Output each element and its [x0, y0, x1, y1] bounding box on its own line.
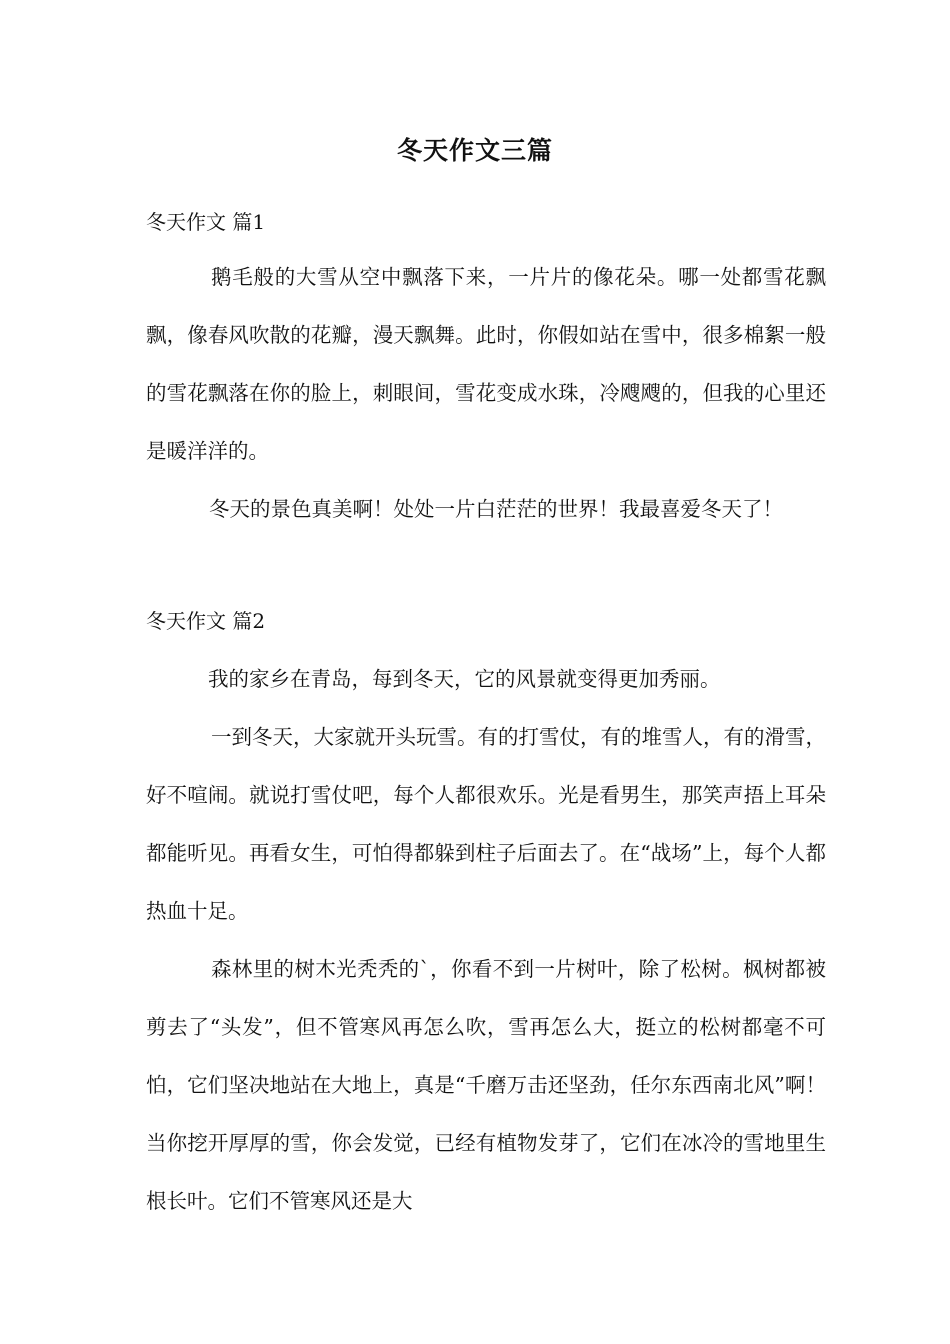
section-1-heading: 冬天作文 篇1 [146, 210, 266, 234]
section-2-paragraph-3: 森林里的树木光秃秃的`，你看不到一片树叶，除了松树。枫树都被剪去了“头发”，但不管寒风再怎么吹，雪再怎么大，挺立的松树都毫不可怕，它们坚决地站在大地上，真是“千磨万击还坚劲，任尔东西南北风”啊！当你挖开厚厚的雪，你会发觉，已经有植物发芽了，它们在冰冷的雪地里生根长叶。它们不管寒风还是大 [146, 957, 826, 1213]
section-1-paragraph-2: 冬天的景色真美啊！处处一片白茫茫的世界！我最喜爱冬天了！ [209, 497, 783, 521]
document-title: 冬天作文三篇 [396, 136, 553, 165]
section-1-paragraph-1: 鹅毛般的大雪从空中飘落下来，一片片的像花朵。哪一处都雪花飘飘，像春风吹散的花瓣，漫天飘舞。此时，你假如站在雪中，很多棉絮一般的雪花飘落在你的脸上，刺眼间，雪花变成水珠，冷飕飕的，但我的心里还是暖洋洋的。 [146, 265, 826, 463]
section-2-heading: 冬天作文 篇2 [146, 609, 266, 633]
section-2-paragraph-2: 一到冬天，大家就开头玩雪。有的打雪仗，有的堆雪人，有的滑雪，好不喧闹。就说打雪仗吧，每个人都很欢乐。光是看男生，那笑声捂上耳朵都能听见。再看女生，可怕得都躲到柱子后面去了。在“战场”上，每个人都热血十足。 [146, 725, 826, 923]
section-2-paragraph-1: 我的家乡在青岛，每到冬天，它的风景就变得更加秀丽。 [208, 667, 721, 691]
